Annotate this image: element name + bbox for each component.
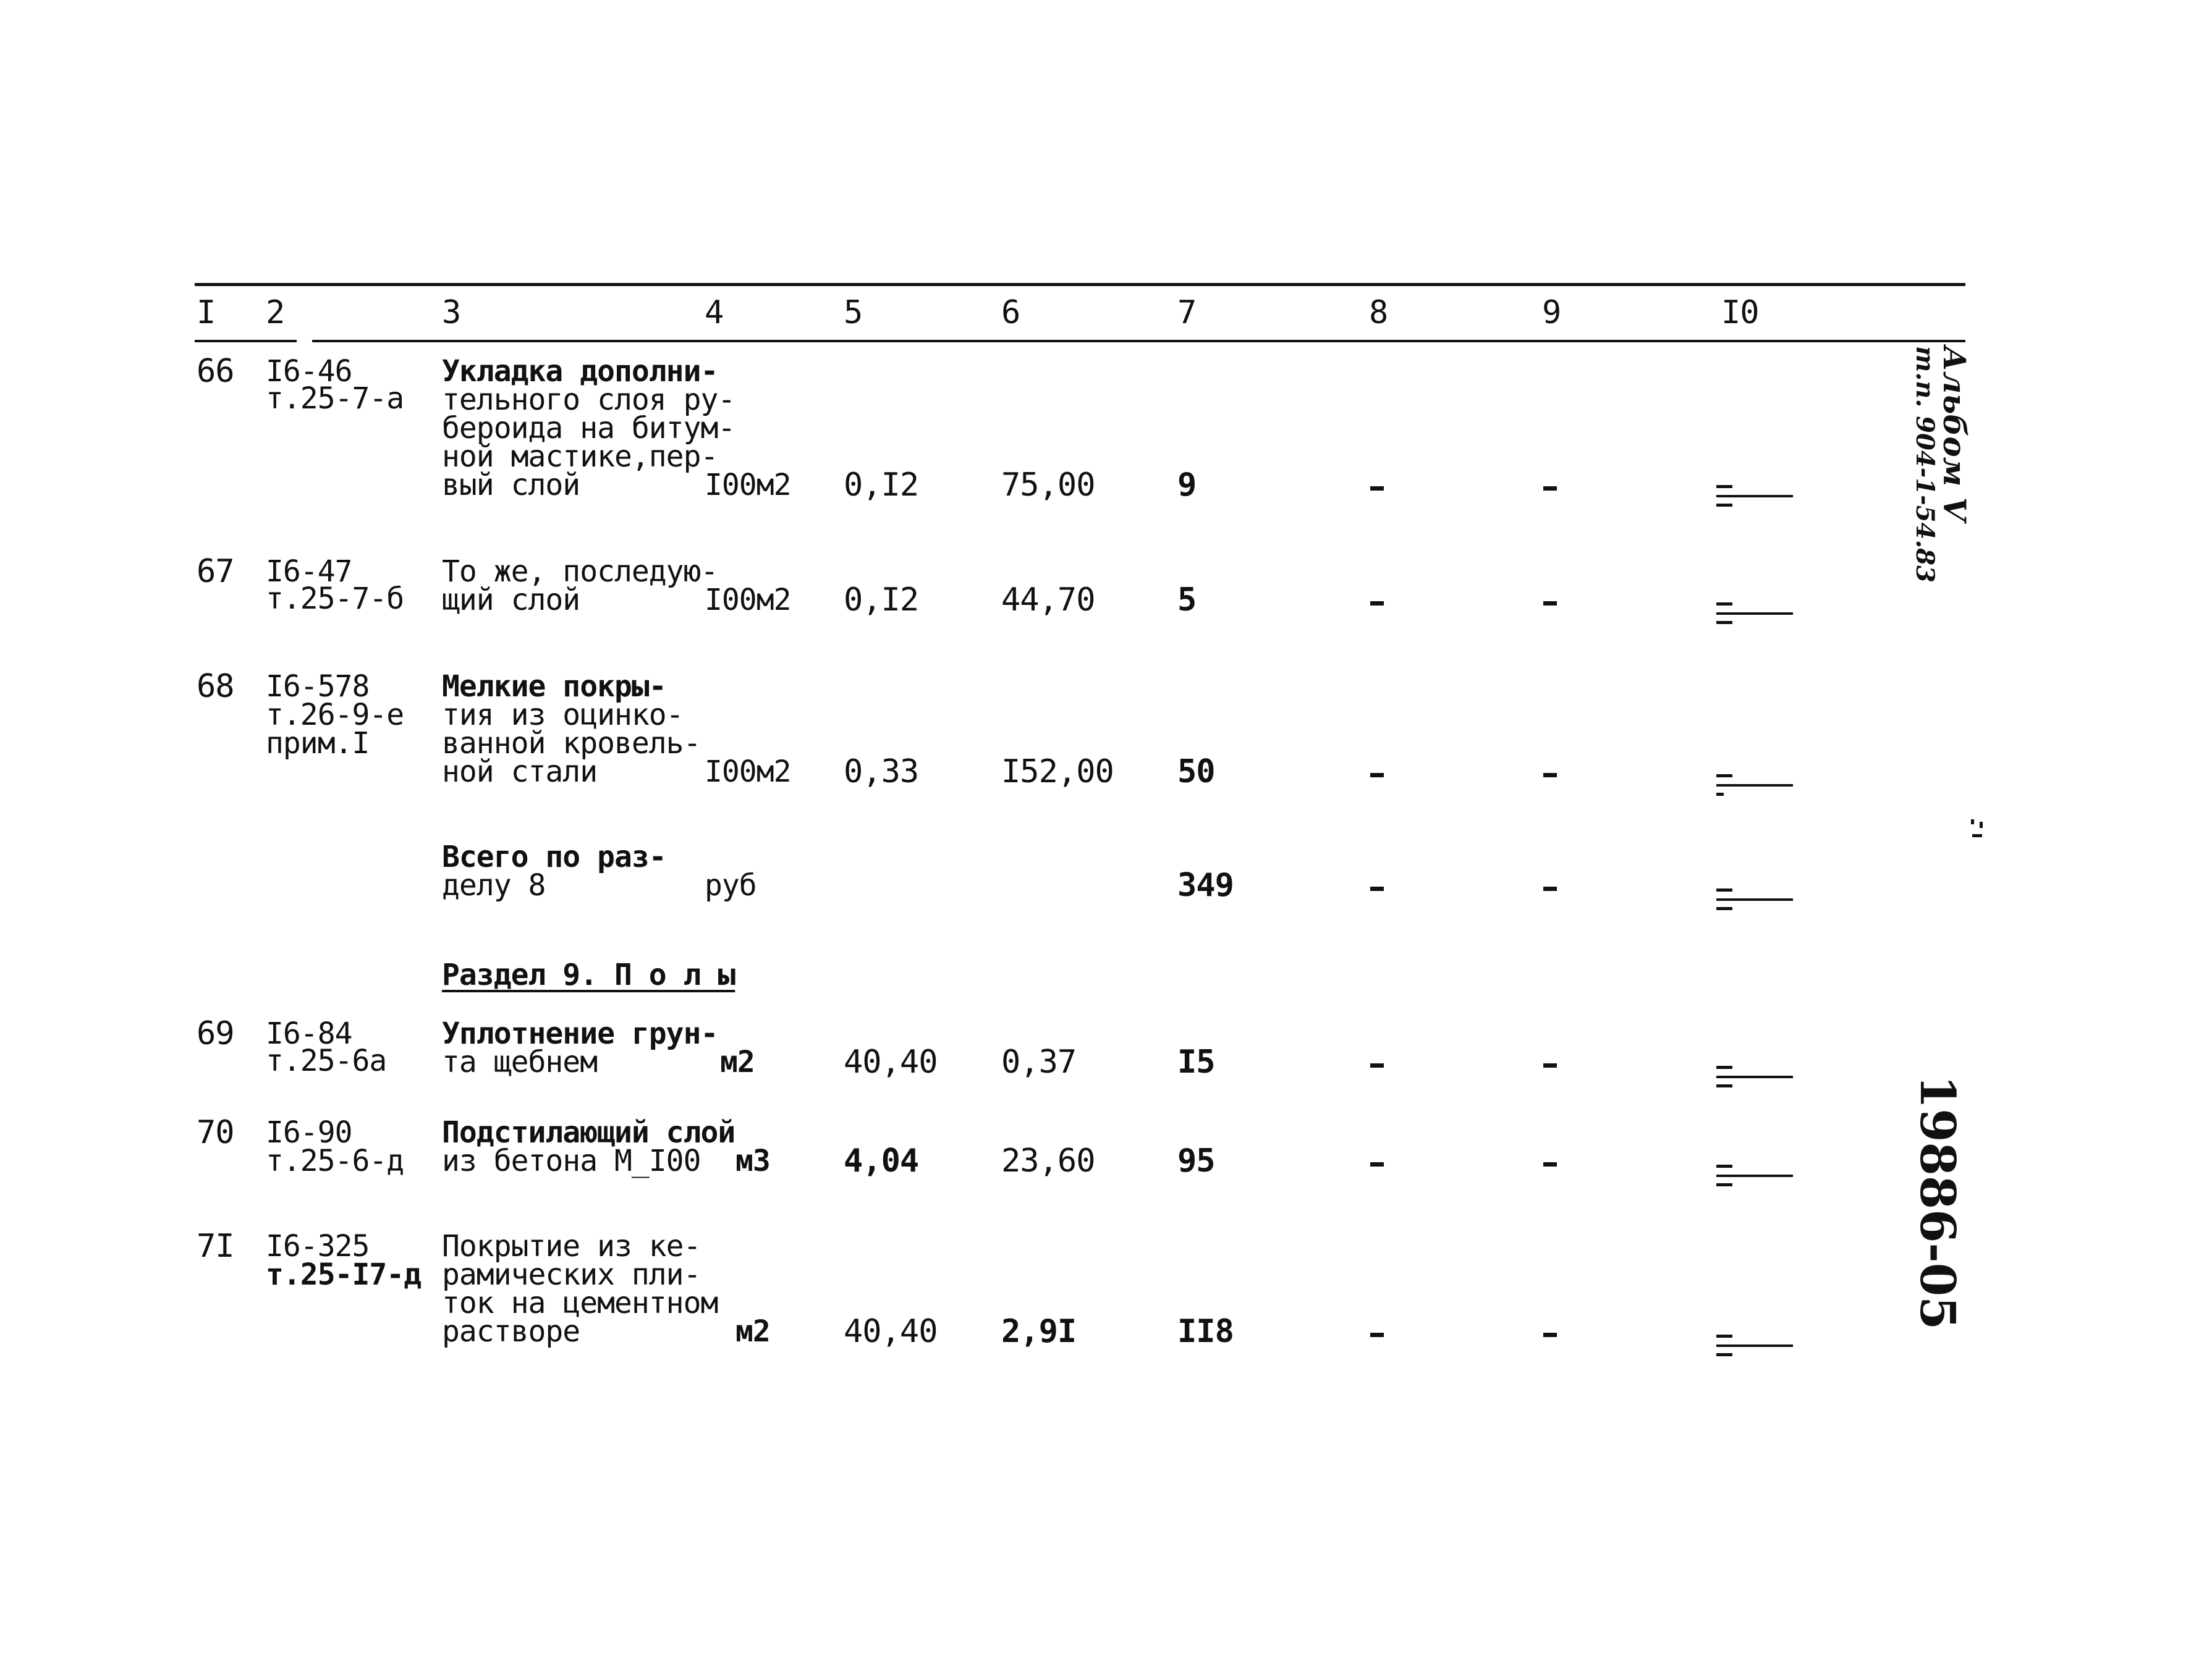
subtotal-description-line: делу 8 xyxy=(442,868,546,903)
row-code-line: I6-47 xyxy=(266,554,352,589)
ditto-mark-icon xyxy=(1715,1328,1795,1366)
margin-note-line: Альбом V xyxy=(1936,346,1973,521)
row-quantity: 4,04 xyxy=(844,1142,919,1180)
header-bottom-rule-left xyxy=(195,340,297,342)
margin-note-line: т.п. 904-1-54.83 xyxy=(1910,346,1939,583)
row-description-line: Подстилающий слой xyxy=(442,1115,735,1150)
row-dash-col8 xyxy=(1370,887,1384,891)
column-header-5: 5 xyxy=(844,294,863,331)
column-header-6: 6 xyxy=(1001,294,1020,331)
row-unit: м3 xyxy=(735,1144,770,1178)
row-description-line: из бетона М_I00 xyxy=(442,1144,701,1178)
row-code-line: прим.I xyxy=(266,726,370,761)
row-description-line: растворе xyxy=(442,1314,580,1349)
row-description-line: щий слой xyxy=(442,583,580,617)
row-code-line: т.25-6-д xyxy=(266,1144,404,1178)
row-dash-col9 xyxy=(1543,1162,1557,1167)
stamp-number: 19886-05 xyxy=(1909,1075,1965,1330)
row-unit-price: 2,9I xyxy=(1001,1313,1077,1350)
row-dash-col9 xyxy=(1543,601,1557,606)
row-total: 9 xyxy=(1177,466,1197,504)
ditto-mark-icon xyxy=(1715,596,1795,633)
row-dash-col9 xyxy=(1543,1063,1557,1068)
row-total: II8 xyxy=(1177,1313,1234,1350)
row-quantity: 0,33 xyxy=(844,753,919,790)
row-description-line: ток на цементном xyxy=(442,1286,718,1320)
row-description-line: та щебнем xyxy=(442,1045,598,1079)
row-unit-price: 0,37 xyxy=(1001,1044,1077,1081)
column-header-1: I xyxy=(197,294,216,331)
row-dash-col8 xyxy=(1370,1333,1384,1337)
row-quantity: 40,40 xyxy=(844,1313,938,1350)
row-dash-col8 xyxy=(1370,1063,1384,1068)
row-unit: I00м2 xyxy=(705,583,791,617)
row-code-line: I6-84 xyxy=(266,1016,352,1051)
row-description-line: Покрытие из ке- xyxy=(442,1229,701,1264)
margin-mark-icon xyxy=(1969,816,1987,846)
row-code-line: I6-46 xyxy=(266,354,352,389)
row-dash-col9 xyxy=(1543,887,1557,891)
row-dash-col8 xyxy=(1370,773,1384,777)
row-unit: м2 xyxy=(720,1045,755,1079)
row-dash-col8 xyxy=(1370,1162,1384,1167)
row-unit: м2 xyxy=(735,1314,770,1349)
row-code-line: I6-325 xyxy=(266,1229,370,1264)
column-header-4: 4 xyxy=(705,294,724,331)
ditto-mark-icon xyxy=(1715,1159,1795,1196)
ditto-mark-icon xyxy=(1715,1060,1795,1097)
row-code-line: т.25-6а xyxy=(266,1044,387,1078)
row-quantity: 0,I2 xyxy=(844,466,919,504)
row-description-line: рамических пли- xyxy=(442,1257,701,1292)
row-unit-price: 75,00 xyxy=(1001,466,1095,504)
row-description-line: Уплотнение грун- xyxy=(442,1016,718,1051)
row-description-line: вый слой xyxy=(442,468,580,502)
row-number: 70 xyxy=(197,1114,234,1151)
row-unit-price: 44,70 xyxy=(1001,581,1095,618)
row-number: 67 xyxy=(197,553,234,590)
row-number: 68 xyxy=(197,668,234,705)
ditto-mark-icon xyxy=(1715,768,1795,805)
row-dash-col9 xyxy=(1543,1333,1557,1337)
row-description-line: тельного слоя ру- xyxy=(442,382,735,417)
row-code-line: т.25-7-а xyxy=(266,381,404,416)
row-total: I5 xyxy=(1177,1044,1215,1081)
column-header-9: 9 xyxy=(1542,294,1561,331)
row-description-line: тия из оцинко- xyxy=(442,698,684,732)
column-header-10: I0 xyxy=(1721,294,1759,331)
row-description-line: Мелкие покры- xyxy=(442,669,666,704)
row-code-line: I6-90 xyxy=(266,1115,352,1150)
row-quantity: 40,40 xyxy=(844,1044,938,1081)
row-description-line: Укладка дополни- xyxy=(442,354,718,389)
row-code-line: т.25-I7-д xyxy=(266,1257,422,1292)
subtotal-unit: руб xyxy=(705,868,756,903)
row-unit: I00м2 xyxy=(705,468,791,502)
row-total: 50 xyxy=(1177,753,1215,790)
row-unit-price: 23,60 xyxy=(1001,1142,1095,1180)
row-total: 95 xyxy=(1177,1142,1215,1180)
column-header-7: 7 xyxy=(1177,294,1197,331)
row-number: 66 xyxy=(197,353,234,390)
row-number: 69 xyxy=(197,1015,234,1052)
row-dash-col8 xyxy=(1370,601,1384,606)
ditto-mark-icon xyxy=(1715,479,1795,516)
section-title: Раздел 9. П о л ы xyxy=(442,958,735,992)
row-description-line: бероида на битум- xyxy=(442,411,735,445)
table-top-rule xyxy=(195,283,1965,286)
row-dash-col9 xyxy=(1543,773,1557,777)
ditto-mark-icon xyxy=(1715,882,1795,919)
subtotal-total: 349 xyxy=(1177,867,1234,904)
row-dash-col8 xyxy=(1370,486,1384,491)
column-header-2: 2 xyxy=(266,294,285,331)
row-description-line: То же, последую- xyxy=(442,554,718,589)
row-dash-col9 xyxy=(1543,486,1557,491)
column-header-8: 8 xyxy=(1369,294,1388,331)
row-description-line: ванной кровель- xyxy=(442,726,701,761)
margin-album-note xyxy=(1910,346,1973,583)
row-quantity: 0,I2 xyxy=(844,581,919,618)
row-total: 5 xyxy=(1177,581,1197,618)
row-code-line: т.26-9-е xyxy=(266,698,404,732)
row-description-line: ной мастике,пер- xyxy=(442,439,718,474)
column-header-3: 3 xyxy=(442,294,461,331)
row-code-line: I6-578 xyxy=(266,669,370,704)
row-number: 7I xyxy=(197,1228,234,1265)
row-code-line: т.25-7-б xyxy=(266,581,404,616)
header-bottom-rule xyxy=(312,340,1965,342)
row-description-line: ной стали xyxy=(442,754,598,789)
subtotal-description-line: Всего по раз- xyxy=(442,840,666,874)
row-unit-price: I52,00 xyxy=(1001,753,1114,790)
row-unit: I00м2 xyxy=(705,754,791,789)
